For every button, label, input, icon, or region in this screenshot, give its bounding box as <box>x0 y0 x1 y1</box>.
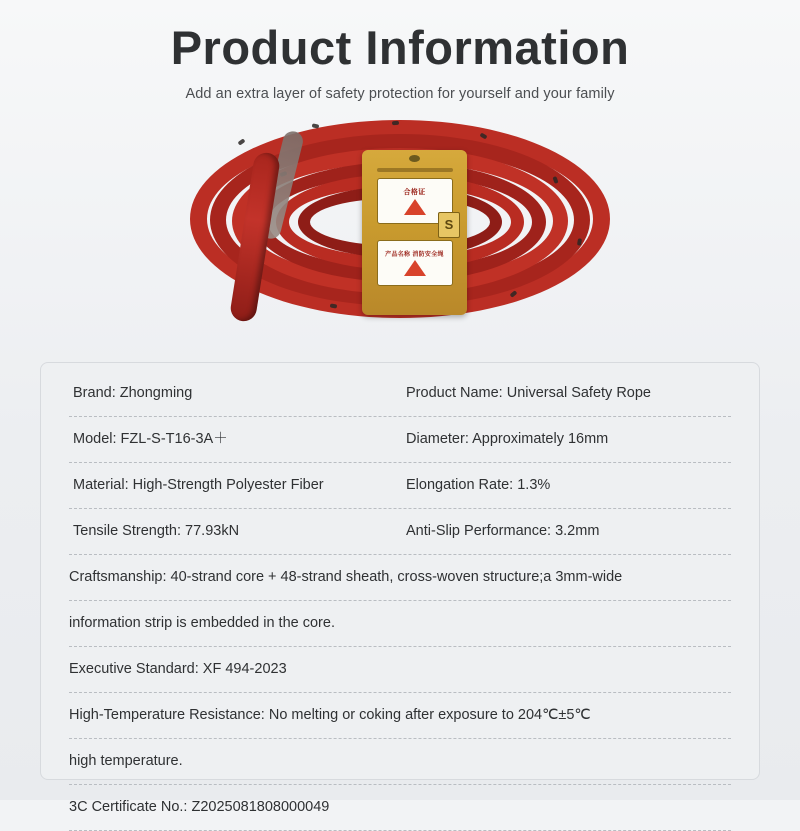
page-title: Product Information <box>170 21 630 74</box>
coiled-rope-graphic <box>180 112 620 327</box>
spec-brand: Brand: Zhongming <box>73 385 193 402</box>
tag-text-line <box>377 168 453 172</box>
table-row <box>69 509 731 555</box>
spec-3c-certificate-no: 3C Certificate No.: Z2025081808000049 <box>69 799 330 816</box>
spec-model: Model: FZL-S-T16-3A＋ <box>73 431 228 448</box>
tag-badge-letter: S <box>438 212 460 238</box>
page-subtitle: Add an extra layer of safety protection for yourself and your family <box>185 85 615 102</box>
table-row <box>69 417 731 463</box>
tag-mini-label: 产品名称 消防安全绳 <box>385 252 444 259</box>
spec-diameter: Diameter: Approximately 16mm <box>406 431 609 448</box>
spec-craftsmanship-line2: information strip is embedded in the core. <box>69 615 335 632</box>
rope-speck <box>392 120 399 125</box>
spec-anti-slip-performance: Anti-Slip Performance: 3.2mm <box>406 523 600 540</box>
table-row <box>69 693 731 739</box>
table-row <box>69 785 731 831</box>
page-header <box>0 0 800 102</box>
flame-icon <box>404 260 426 276</box>
flame-icon <box>404 199 426 215</box>
spec-material: Material: High-Strength Polyester Fiber <box>73 477 324 494</box>
rope-speck <box>237 138 245 145</box>
tag-product-seal <box>377 240 453 286</box>
table-row <box>69 555 731 601</box>
spec-craftsmanship-line1: Craftsmanship: 40-strand core + 48-strand sheath, cross-woven structure;a 3mm-wide <box>69 569 623 586</box>
rope-speck <box>312 123 320 128</box>
table-row <box>69 647 731 693</box>
certificate-hang-tag <box>362 150 467 315</box>
spec-product-name: Product Name: Universal Safety Rope <box>406 385 651 402</box>
tag-hole <box>409 155 420 162</box>
product-hero-image <box>0 112 800 352</box>
spec-elongation-rate: Elongation Rate: 1.3% <box>406 477 551 494</box>
table-row <box>69 739 731 785</box>
table-row <box>69 371 731 417</box>
specifications-card <box>40 362 760 816</box>
tag-cert-label: 合格证 <box>403 188 426 196</box>
spec-tensile-strength: Tensile Strength: 77.93kN <box>73 523 240 540</box>
spec-high-temp-line1: High-Temperature Resistance: No melting or coking after exposure to 204℃±5℃ <box>69 707 591 724</box>
spec-high-temp-line2: high temperature. <box>69 753 183 770</box>
table-row <box>69 463 731 509</box>
rope-speck <box>330 303 338 308</box>
spec-executive-standard: Executive Standard: XF 494-2023 <box>69 661 287 678</box>
table-row <box>69 601 731 647</box>
